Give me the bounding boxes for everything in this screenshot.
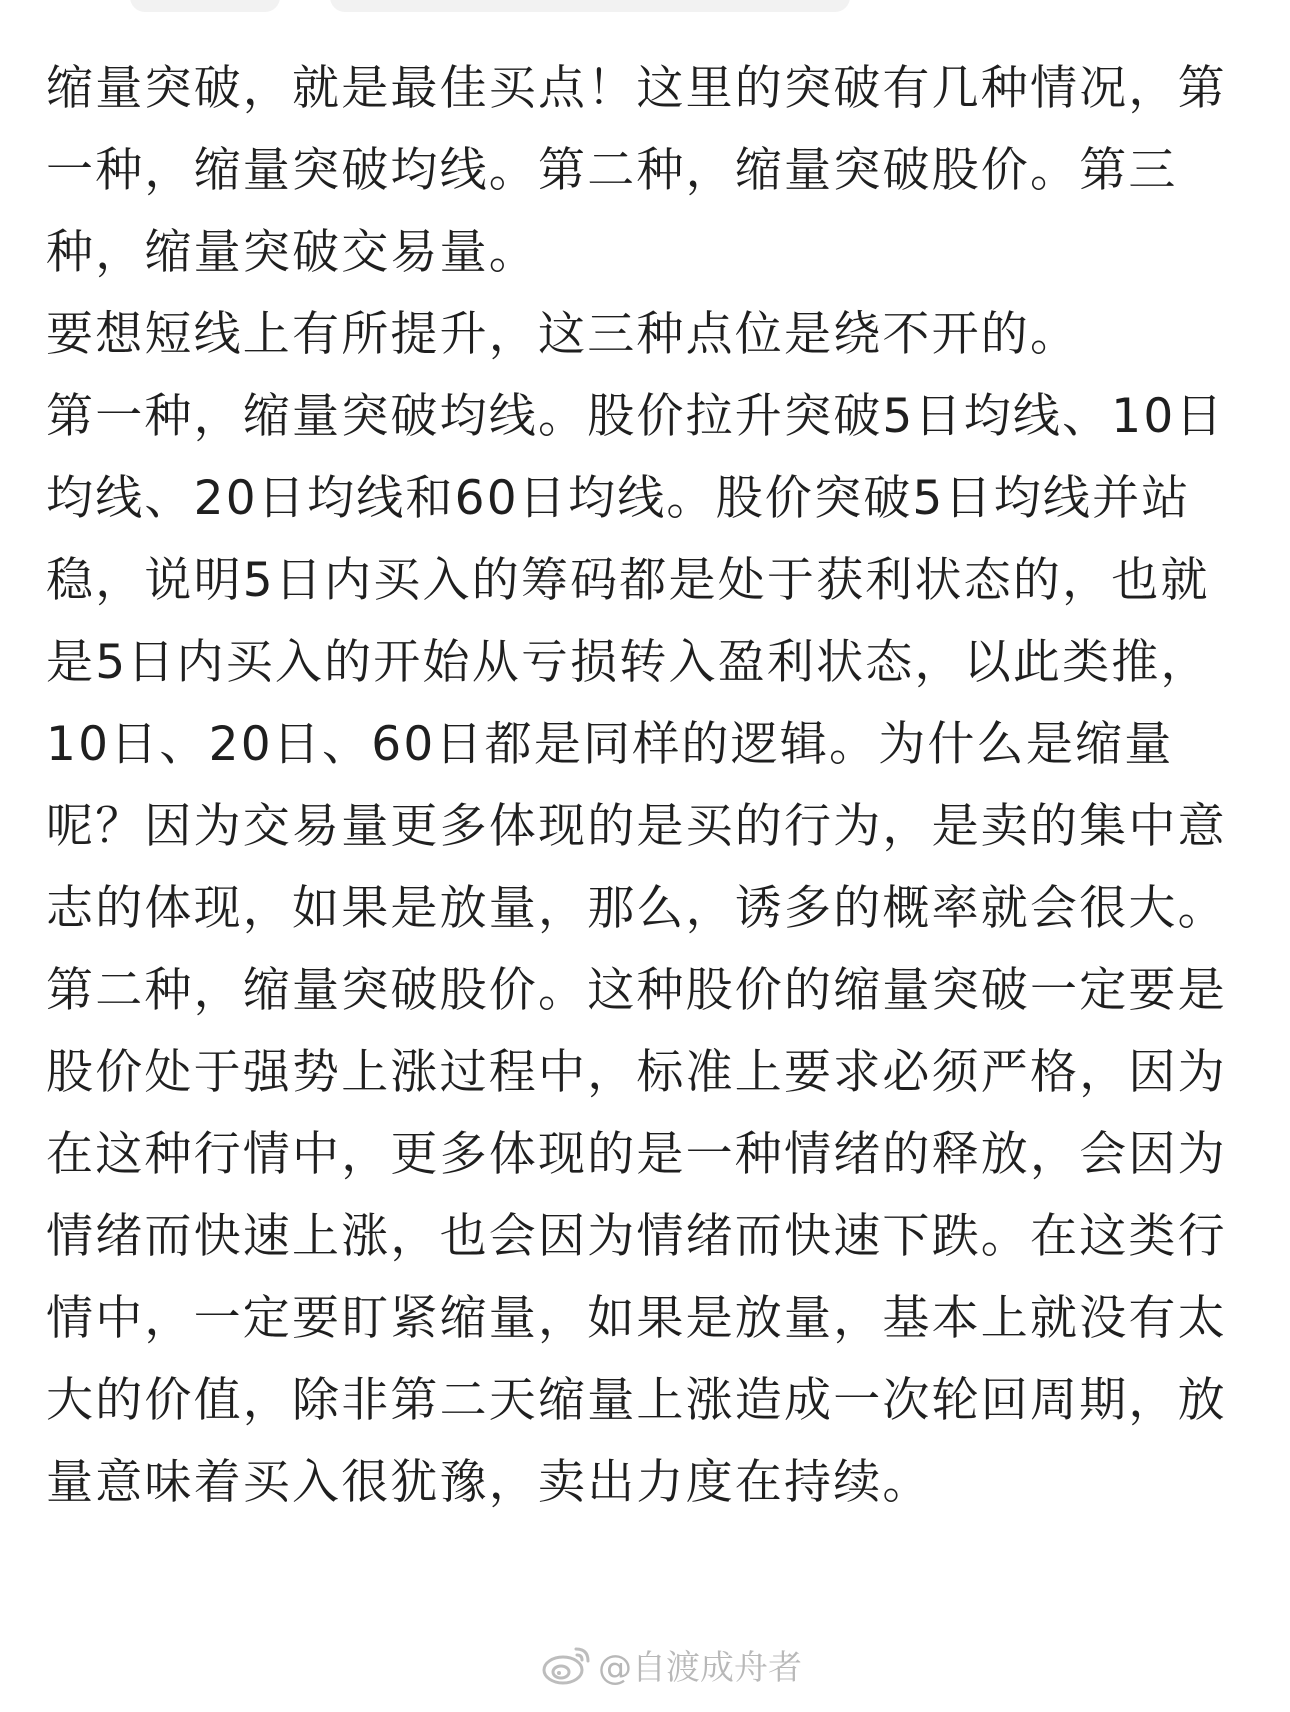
paragraph-intro: 缩量突破，就是最佳买点！这里的突破有几种情况，第一种，缩量突破均线。第二种，缩量突破股价。第三种，缩量突破交易量。 <box>46 61 1227 280</box>
top-search-bar[interactable] <box>330 0 850 12</box>
paragraph-moving-average: 第一种，缩量突破均线。股价拉升突破5日均线、10日均线、20日均线和60日均线。股价突破5日均线并站稳，说明5日内买入的筹码都是处于获利状态的，也就是5日内买入的开始从亏损转入盈利状态，以此类推，10日、20日、60日都是同样的逻辑。为什么是缩量呢？因为交易量更多体现的是买的行为，是卖的集中意志的体现，如果是放量，那么，诱多的概率就会很大。 <box>46 389 1227 936</box>
watermark <box>540 1634 802 1694</box>
top-bar <box>0 0 1290 22</box>
paragraph-stock-price: 第二种，缩量突破股价。这种股价的缩量突破一定要是股价处于强势上涨过程中，标准上要求必须严格，因为在这种行情中，更多体现的是一种情绪的释放，会因为情绪而快速上涨，也会因为情绪而快速下跌。在这类行情中，一定要盯紧缩量，如果是放量，基本上就没有太大的价值，除非第二天缩量上涨造成一次轮回周期，放量意味着买入很犹豫，卖出力度在持续。 <box>46 963 1227 1510</box>
top-tab-left[interactable] <box>130 0 280 12</box>
weibo-icon <box>540 1641 594 1687</box>
watermark-text: @自渡成舟者 <box>598 1647 802 1688</box>
article-body <box>46 48 1246 1524</box>
paragraph-summary: 要想短线上有所提升，这三种点位是绕不开的。 <box>46 307 1080 362</box>
